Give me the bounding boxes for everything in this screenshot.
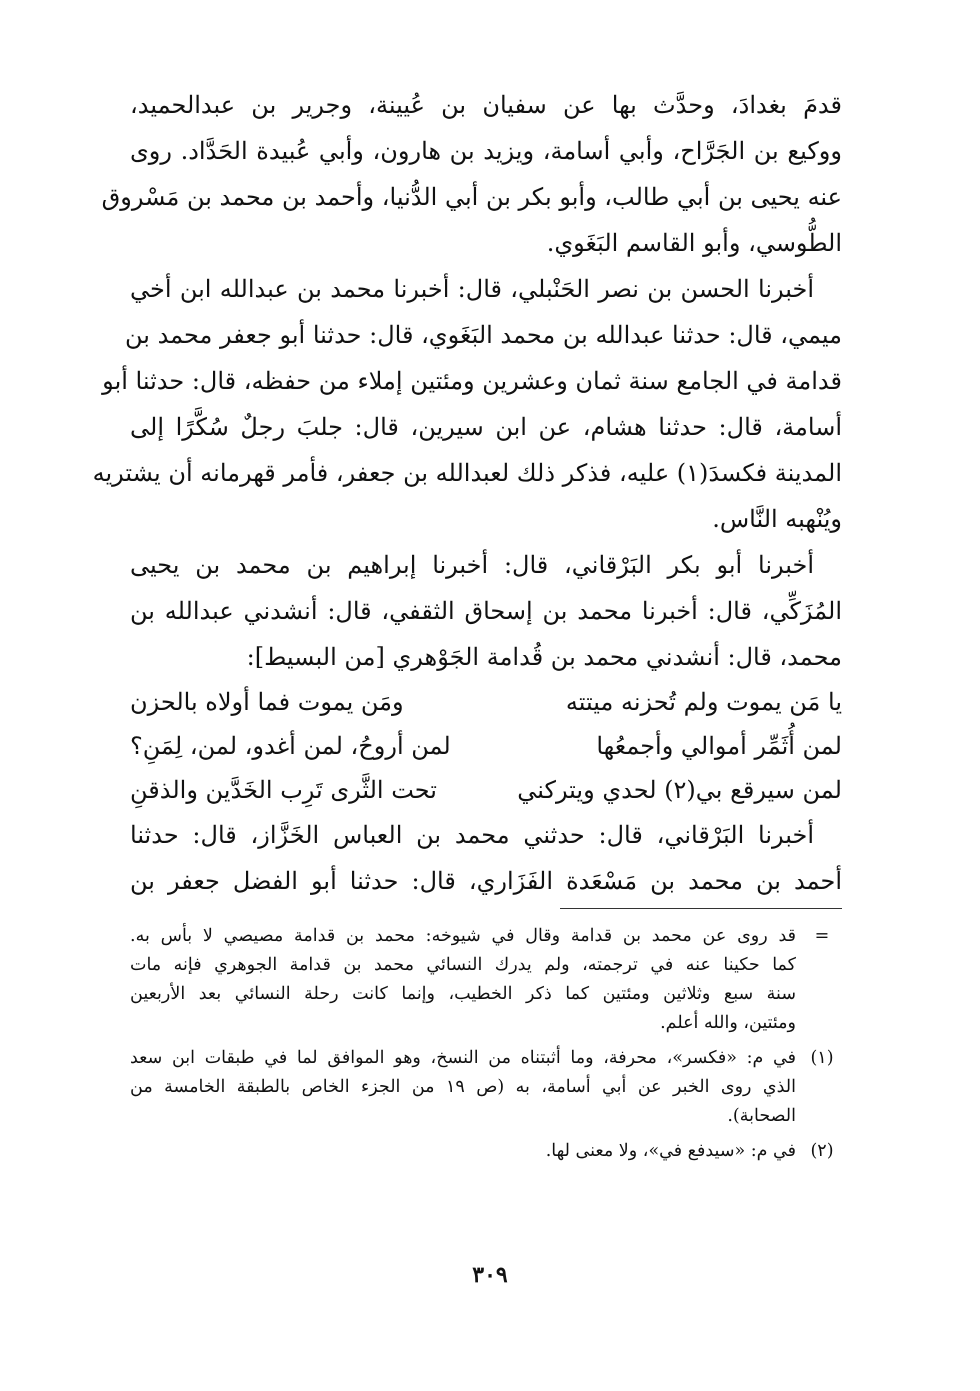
verse-first-hemistich: يا مَن يموت ولم تُحزنه ميتته: [565, 688, 842, 716]
footnote-line: الذي روى الخبر عن أبي أسامة، به (ص ١٩ من الجزء الخاص بالطبقة الخامسة من: [130, 1077, 797, 1097]
footnote-line: في م: «سيدفع في»، ولا معنى لها.: [545, 1141, 796, 1161]
footnote-marker: =: [814, 926, 830, 946]
footnote-line: ومئتين، والله أعلم.: [660, 1013, 796, 1033]
page-number: ٣٠٩: [472, 1262, 508, 1288]
text-line: الطُّوسي، وأبو القاسم البَغَوي.: [546, 229, 842, 257]
text-line: محمد، قال: أنشدني محمد بن قُدامة الجَوْهري [من البسيط]:: [246, 643, 842, 671]
footnote: [130, 1044, 842, 1131]
text-line: أخبرنا البَرْقاني، قال: حدثني محمد بن العباس الخَزَّاز، قال: حدثنا: [130, 821, 814, 849]
footnote-line: كما حكينا عنه في ترجمته، ولم يدرك النسائي محمد بن قدامة الجوهري فإنه مات: [130, 955, 796, 975]
text-line: أخبرنا الحسن بن نصر الحَنْبلي، قال: أخبرنا محمد بن عبدالله ابن أخي: [130, 275, 814, 303]
text-line: المُزَكِّي، قال: أخبرنا محمد بن إسحاق الثقفي، قال: أنشدني عبدالله بن: [130, 597, 842, 625]
text-line: أحمد بن محمد بن مَسْعَدة الفَزَاري، قال: حدثنا أبو الفضل جعفر بن: [130, 867, 842, 895]
poem-verse: [130, 680, 842, 724]
text-line: أسامة، قال: حدثنا هشام، عن ابن سيرين، قال: جلبَ رجلٌ سُكَّرًا إلى: [130, 413, 842, 441]
text-line: قدامة في الجامع سنة ثمان وعشرين ومئتين إملاء من حفظه، قال: حدثنا أبو: [102, 367, 842, 395]
verse-first-hemistich: لمن أُثَمِّر أموالي وأجمعُها: [596, 732, 842, 760]
footnote-line: الصحابة).: [727, 1106, 796, 1126]
poem-verse: [130, 768, 842, 812]
footnote-line: قد روى عن محمد بن قدامة وقال في شيوخه: محمد بن قدامة مصيصي لا بأس به.: [130, 926, 796, 946]
verse-second-hemistich: تحت الثَّرى تَرِب الخَدَّين والذقنِ: [130, 776, 437, 804]
footnote-marker: (٢): [810, 1141, 834, 1161]
footnote-divider: [560, 908, 842, 909]
footnote-line: سنة سبع وثلاثين ومئتين كما ذكر الخطيب، وإنما كانت رحلة النسائي بعد الأربعين: [130, 984, 796, 1004]
text-line: ووكيع بن الجَرَّاح، وأبي أسامة، ويزيد بن هارون، وأبي عُبيدة الحَدَّاد. روى: [130, 137, 842, 165]
text-line: ويُنْهبه النَّاس.: [712, 505, 842, 533]
footnote-line: في م: «فكسر»، محرفة، وما أثبتناه من النسخ، وهو الموافق لما في طبقات ابن سعد: [130, 1048, 796, 1068]
footnote-marker: (١): [810, 1048, 834, 1068]
verse-first-hemistich: لمن سيرقع بي(٢) لحدي ويتركني: [517, 776, 842, 804]
main-text: [92, 82, 842, 904]
verse-second-hemistich: ومَن يموت فما أولاه بالحزن: [130, 688, 404, 716]
text-line: عنه يحيى بن أبي طالب، وأبو بكر بن أبي الدُّنيا، وأحمد بن محمد بن مَسْروق: [101, 183, 842, 211]
footnote: [130, 922, 842, 1038]
text-line: أخبرنا أبو بكر البَرْقاني، قال: أخبرنا إبراهيم بن محمد بن يحيى: [130, 551, 814, 579]
text-line: ميمي، قال: حدثنا عبدالله بن محمد البَغَوي، قال: حدثنا أبو جعفر محمد بن: [125, 321, 842, 349]
footnote: [130, 1137, 842, 1166]
text-line: قدمَ بغدادَ، وحدَّث بها عن سفيان بن عُيينة، وجرير بن عبدالحميد،: [130, 91, 842, 119]
text-line: المدينة فكسدَ(١) عليه، فذكر ذلك لعبدالله بن جعفر، فأمر قهرمانه أن يشتريه: [92, 459, 842, 487]
verse-second-hemistich: لمن أروحُ، لمن أغدو، لمن، لِمَنِ؟: [130, 732, 451, 760]
poem-verse: [130, 724, 842, 768]
footnotes: [130, 922, 842, 1172]
